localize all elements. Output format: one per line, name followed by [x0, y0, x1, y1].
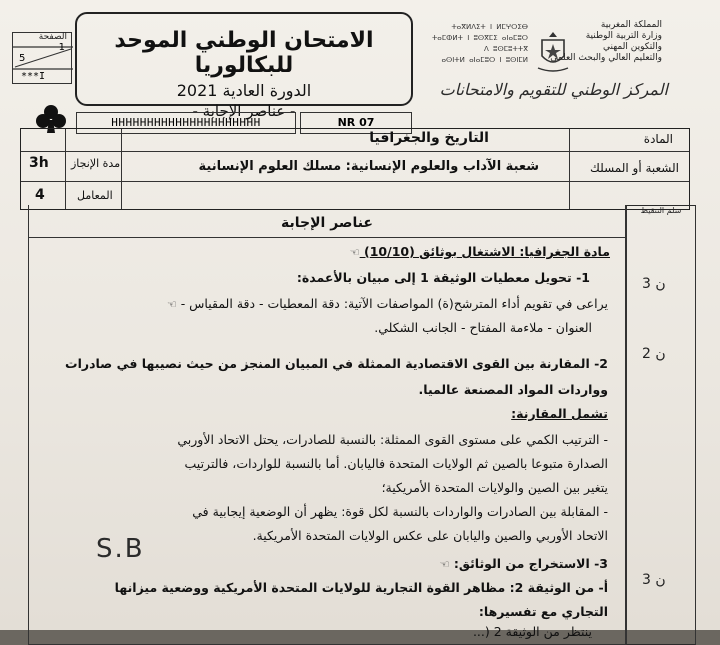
answer-line: - الترتيب الكمي على مستوى القوى الممثلة: بالنسبة للصادرات، يحتل الاتحاد الأوربي: [177, 432, 608, 447]
page-current: 1: [58, 42, 65, 53]
hand-icon: ☜: [439, 558, 450, 571]
tifinagh-line: ⴰⵙⵏⵜⵍ ⴰⵏⴰⵎⵓⵔ ⵏ ⵓⵙⵏⵎⵍ: [441, 56, 528, 64]
exam-code: NR 07: [300, 112, 412, 134]
center-name: المركز الوطني للتقويم والامتحانات: [439, 80, 668, 99]
answer-line: الصدارة متبوعا بالصين ثم الولايات المتحدة فاليابان. أما بالنسبة للواردات، فالترتيب: [184, 456, 608, 471]
exam-title: الامتحان الوطني الموحد للبكالوريا: [114, 28, 374, 78]
subject-label: المادة: [643, 132, 673, 146]
ministry-block: [542, 20, 662, 64]
answer-line: العنوان - ملاءمة المفتاح - الجانب الشكلي.: [374, 320, 592, 335]
question-line: [436, 556, 608, 571]
question-line: 2- المقارنة بين القوى الاقتصادية الممثلة في المبيان المنجز من حيث نصيبها في صادرات: [65, 356, 608, 371]
subject-value: التاريخ والجغرافيا: [369, 130, 489, 146]
answer-line: [163, 296, 608, 311]
coefficient-value: 4: [35, 187, 45, 203]
barcode-row: HHHHHHHHHHHHHHHHHHHHH: [76, 112, 296, 134]
answer-text: يراعى في تقويم أداء المترشح(ة) المواصفات الآتية: دقة المعطيات - دقة المقياس -: [180, 296, 608, 311]
info-divider: [121, 129, 122, 209]
answer-line: الاتحاد الأوربي والصين واليابان على عكس الولايات المتحدة الأمريكية.: [252, 528, 608, 543]
page-total: 5: [19, 53, 26, 64]
answer-line: يتغير بين الصين والولايات المتحدة الأمريكية؛: [381, 480, 608, 495]
title-box: [75, 12, 413, 120]
info-row-line: [21, 151, 689, 152]
branch-label: الشعبة أو المسلك: [589, 161, 679, 175]
watermark-initials: S.B: [96, 534, 145, 564]
duration-label: مدة الإنجاز: [71, 157, 121, 170]
score-header: سلم التنقيط: [640, 206, 682, 215]
tifinagh-block: [420, 22, 528, 66]
answers-title: - عناصر الإجابة -: [192, 102, 296, 120]
tifinagh-line: ⵜⴰⴳⵍⴷⵉⵜ ⵏ ⵍⵎⵖⵔⵉⴱ: [451, 23, 528, 31]
duration-value: 3h: [29, 155, 49, 171]
hand-icon: ☜: [349, 246, 360, 259]
tifinagh-line: ⵜⴰⵎⵀⵍⵜ ⵏ ⵓⵙⴳⵎⵉ ⴰⵏⴰⵎⵓⵔ: [431, 34, 528, 42]
info-row-line: [21, 181, 689, 182]
subheading-line: تشمل المقارنة:: [511, 406, 608, 421]
tifinagh-line: ⴷ ⵓⵙⵎⵓⵜⵜⴳ: [484, 45, 528, 53]
page-counter: [12, 32, 72, 84]
score-value: 3 ن: [642, 276, 666, 292]
question-line: 1- تحويل معطيات الوثيقة 1 إلى مبيان بالأعمدة:: [296, 270, 590, 285]
page-code: ***I: [21, 71, 46, 82]
branch-value: شعبة الآداب والعلوم الإنسانية: مسلك العلوم الإنسانية: [198, 159, 539, 174]
question-text: 3- الاستخراج من الوثائق:: [453, 556, 608, 571]
ministry-line: والتكوين المهني: [603, 42, 662, 52]
score-value: 3 ن: [642, 572, 666, 588]
answers-heading-line: [28, 237, 626, 238]
section-title: مادة الجغرافيا: الاشتغال بوثائق (10/10): [364, 244, 610, 259]
ministry-line: وزارة التربية الوطنية: [585, 31, 662, 41]
answer-line: - المقابلة بين الصادرات والواردات بالنسبة لكل قوة: يظهر أن الوضعية إيجابية في: [192, 504, 608, 519]
info-divider: [65, 129, 66, 209]
question-line: وواردات المواد المصنعة عالميا.: [418, 382, 608, 397]
page-label: الصفحة: [38, 32, 67, 42]
info-table: [20, 128, 690, 210]
score-value: 2 ن: [642, 346, 666, 362]
question-line: التجاري مع تفسيرها:: [478, 604, 608, 619]
info-divider: [569, 129, 570, 209]
ministry-line: والتعليم العالي والبحث العلمي: [550, 53, 662, 63]
question-line: أ- من الوثيقة 2: مظاهر القوة التجارية للولايات المتحدة الأمريكية ووضعية ميزانها: [114, 580, 608, 595]
coefficient-label: المعامل: [77, 189, 113, 202]
hand-icon: ☜: [166, 298, 177, 311]
answers-heading: عناصر الإجابة: [281, 215, 373, 231]
section-heading: [346, 244, 610, 259]
ministry-line: المملكة المغربية: [600, 20, 662, 30]
answer-line: ينتظر من الوثيقة 2 (...: [472, 624, 592, 639]
session: الدورة العادية 2021: [176, 81, 312, 100]
